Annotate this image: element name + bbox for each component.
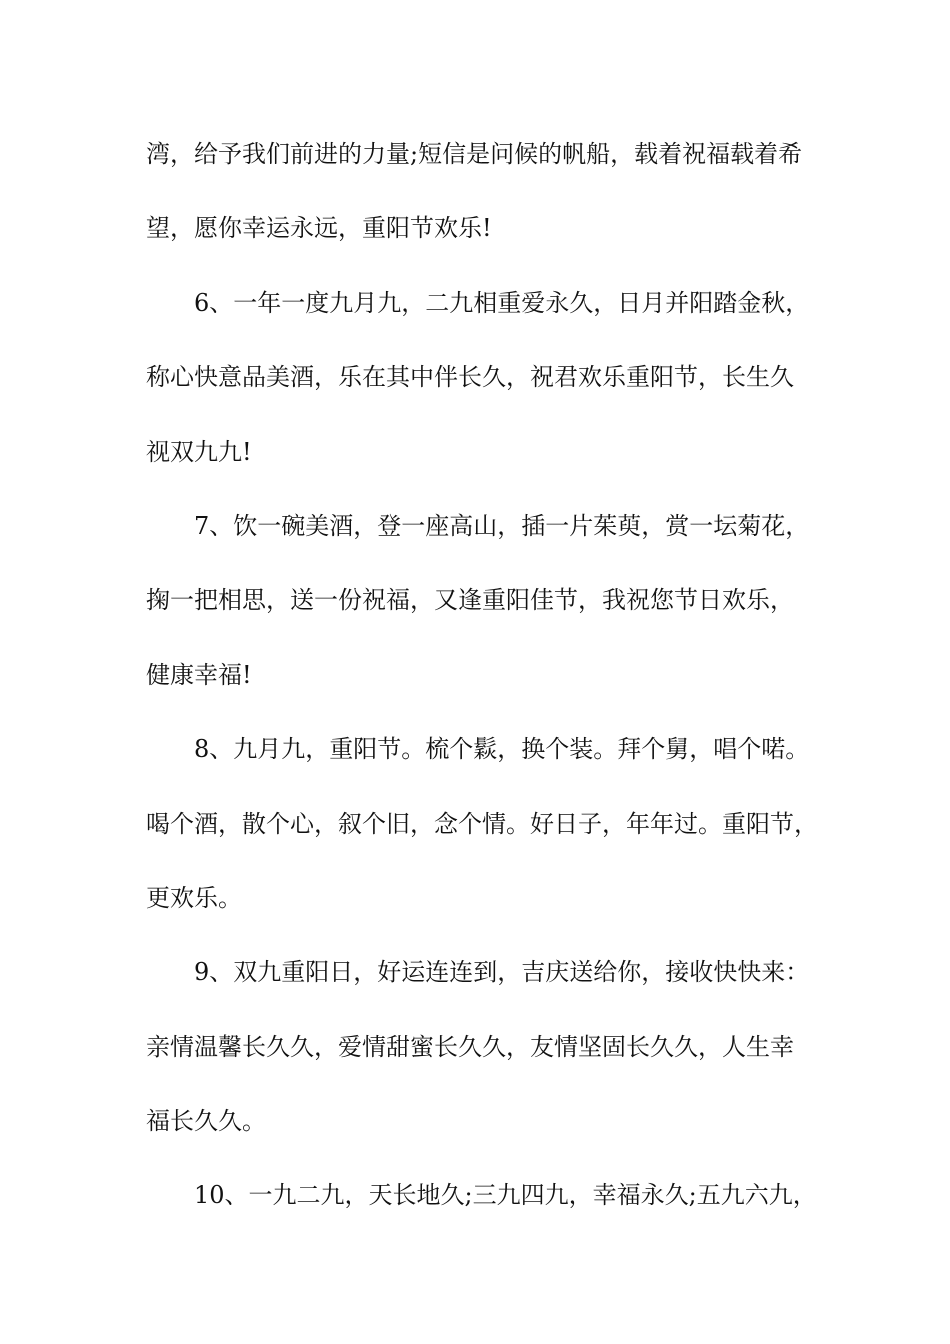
text-line-4: 称心快意品美酒，乐在其中伴长久，祝君欢乐重阳节，长生久 xyxy=(146,363,794,392)
text-line-7: 掬一把相思，送一份祝福，又逢重阳佳节，我祝您节日欢乐， xyxy=(146,586,794,615)
text-line-8: 健康幸福! xyxy=(146,660,252,689)
text-line-2: 望，愿你幸运永远，重阳节欢乐! xyxy=(146,214,492,243)
text-line-1: 湾，给予我们前进的力量;短信是问候的帆船，载着祝福载着希 xyxy=(146,140,803,168)
text-line-6: 7、饮一碗美酒，登一座高山，插一片茱萸，赏一坛菊花， xyxy=(194,511,810,540)
text-line-10: 喝个酒，散个心，叙个旧，念个情。好日子，年年过。重阳节， xyxy=(146,809,818,838)
text-line-3: 6、一年一度九月九，二九相重爱永久，日月并阳踏金秋， xyxy=(194,288,810,317)
text-line-5: 视双九九! xyxy=(146,437,252,466)
text-line-14: 福长久久。 xyxy=(146,1107,266,1136)
text-line-11: 更欢乐。 xyxy=(146,883,242,912)
document-body xyxy=(146,126,836,1242)
text-line-15: 10、一九二九，天长地久;三九四九，幸福永久;五九六九， xyxy=(194,1181,817,1210)
text-line-9: 8、九月九，重阳节。梳个鬏，换个装。拜个舅，唱个喏。 xyxy=(194,735,810,764)
text-line-13: 亲情温馨长久久，爱情甜蜜长久久，友情坚固长久久，人生幸 xyxy=(146,1032,794,1061)
text-line-12: 9、双九重阳日，好运连连到，吉庆送给你，接收快快来： xyxy=(194,958,810,987)
